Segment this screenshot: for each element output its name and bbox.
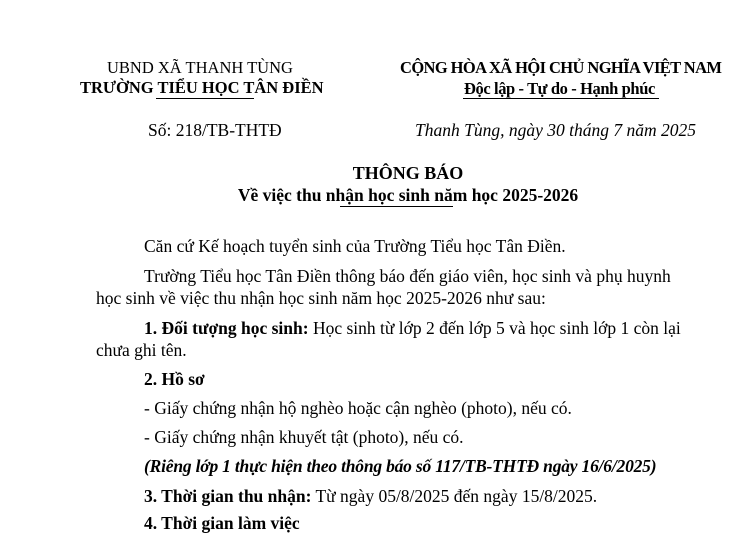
section-2-note: (Riêng lớp 1 thực hiện theo thông báo số 117/TB-THTĐ ngày 16/6/2025) [144,456,657,476]
agency-name: UBND XÃ THANH TÙNG [107,58,293,77]
section-3-text: Từ ngày 05/8/2025 đến ngày 15/8/2025. [311,486,598,506]
place-date: Thanh Tùng, ngày 30 tháng 7 năm 2025 [415,120,696,140]
section-3-line [144,486,597,507]
school-name: TRƯỜNG TIỂU HỌC TÂN ĐIỀN [80,78,324,97]
paragraph-intro-line1: Trường Tiểu học Tân Điền thông báo đến giáo viên, học sinh và phụ huynh [144,266,671,286]
section-2-heading: 2. Hồ sơ [144,369,205,389]
national-title: CỘNG HÒA XÃ HỘI CHỦ NGHĨA VIỆT NAM [400,58,722,77]
section-4-heading: 4. Thời gian làm việc [144,513,300,533]
subtitle-underline [340,206,453,207]
section-1-label: 1. Đối tượng học sinh: [144,318,309,338]
section-1-text: Học sinh từ lớp 2 đến lớp 5 và học sinh lớp 1 còn lại [308,318,681,338]
paragraph-intro-line2: học sinh về việc thu nhận học sinh năm học 2025-2026 như sau: [96,288,546,308]
section-1-line1 [144,318,681,339]
section-1-line2: chưa ghi tên. [96,340,187,360]
page-title: THÔNG BÁO [352,163,464,183]
page-subtitle: Về việc thu nhận học sinh năm học 2025-2026 [237,185,579,205]
document-number: Số: 218/TB-THTĐ [148,120,282,140]
motto-underline [463,98,659,99]
section-2-item-1: - Giấy chứng nhận hộ nghèo hoặc cận nghèo (photo), nếu có. [144,398,572,418]
school-underline [156,98,254,99]
paragraph-basis: Căn cứ Kế hoạch tuyển sinh của Trường Tiểu học Tân Điền. [144,236,566,256]
national-motto: Độc lập - Tự do - Hạnh phúc [464,79,655,98]
section-3-label: 3. Thời gian thu nhận: [144,486,312,506]
section-2-item-2: - Giấy chứng nhận khuyết tật (photo), nếu có. [144,427,464,447]
